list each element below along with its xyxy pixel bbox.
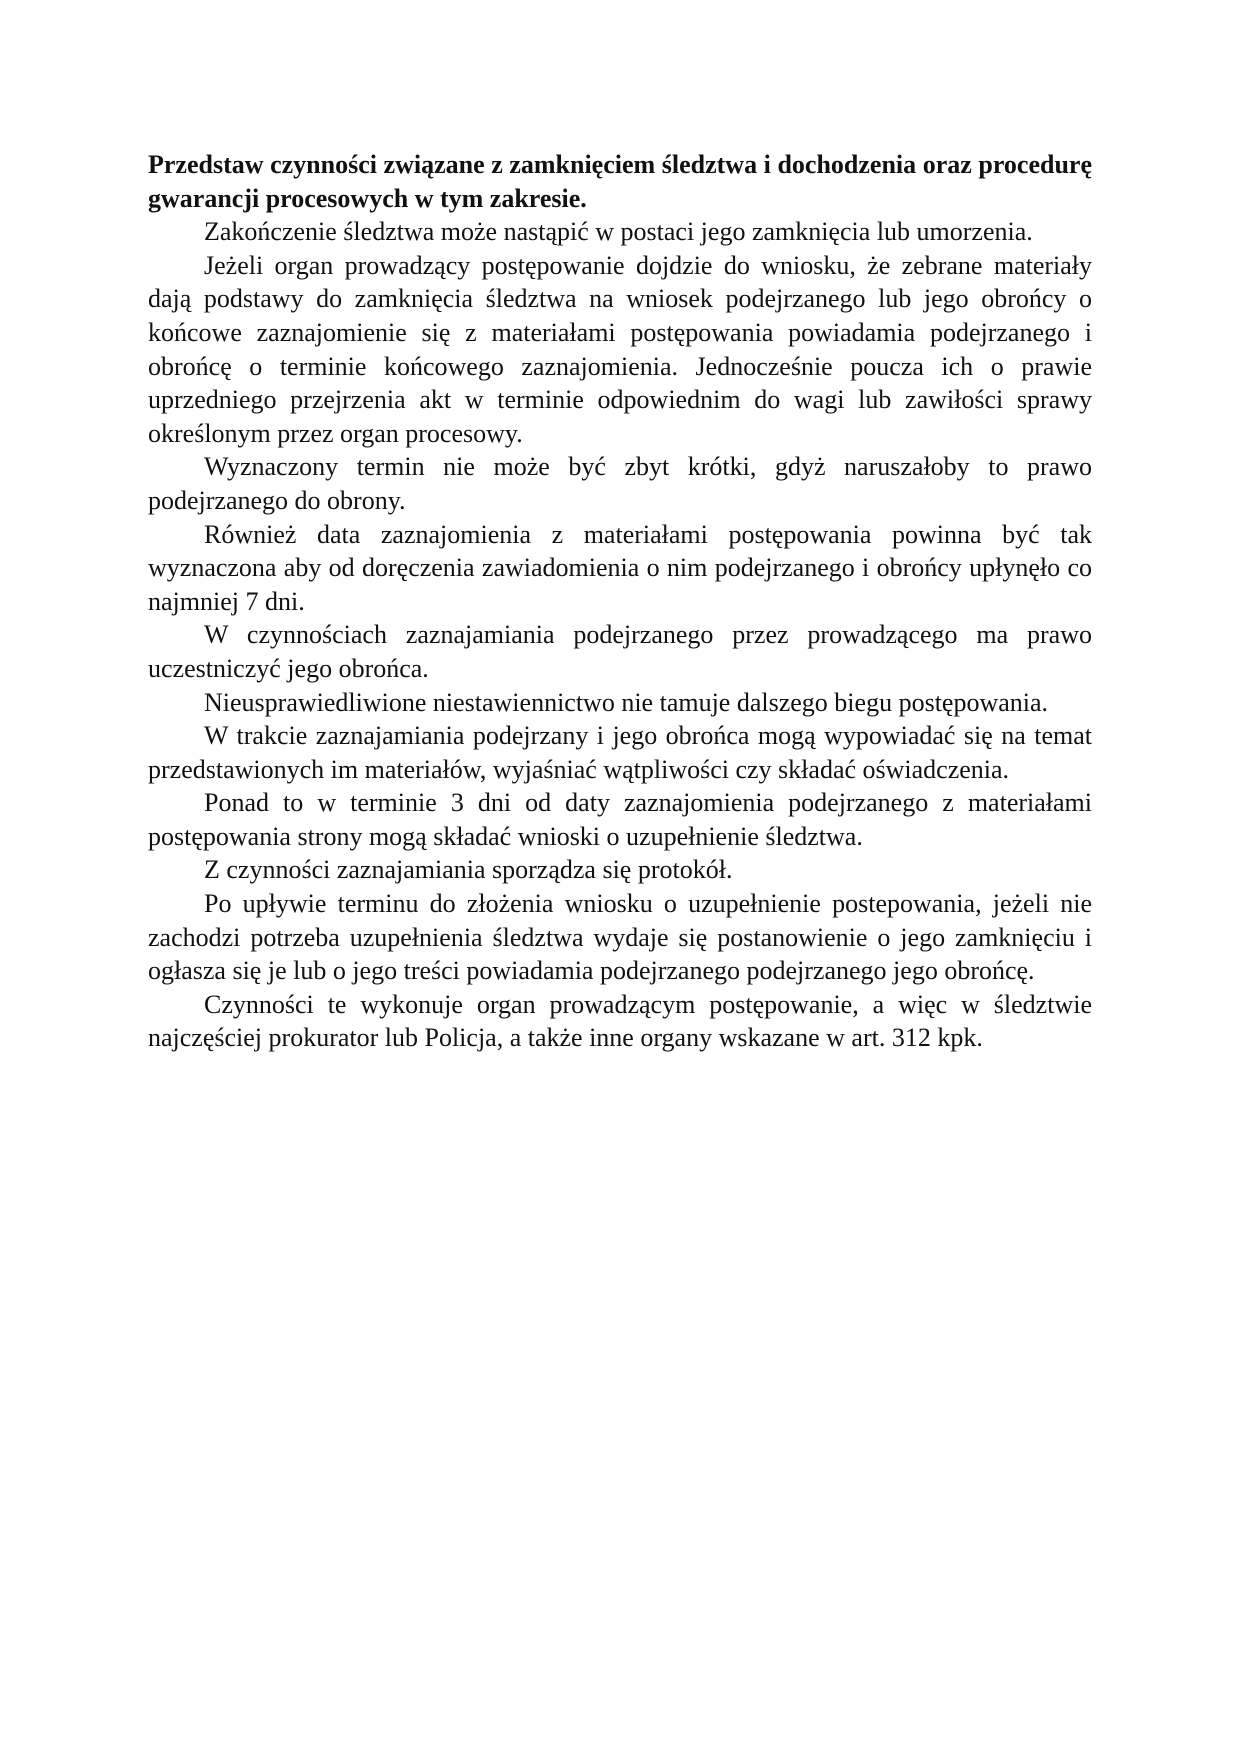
paragraph-8: Ponad to w terminie 3 dni od daty zaznajomienia podejrzanego z materiałami postępowania strony mogą składać wnioski o uzupełnienie śledztwa.	[148, 788, 1092, 851]
paragraph-6: Nieusprawiedliwione niestawiennictwo nie tamuje dalszego biegu postępowania.	[204, 687, 1049, 717]
paragraph-11: Czynności te wykonuje organ prowadzącym postępowanie, a więc w śledztwie najczęściej prokurator lub Policja, a także inne organy wskazane w art. 312 kpk.	[148, 989, 1092, 1053]
paragraph-2: Jeżeli organ prowadzący postępowanie dojdzie do wniosku, że zebrane materiały dają podstawy do zamknięcia śledztwa na wniosek podejrzanego lub jego obrońcy o końcowe zaznajomienie się z materiałami postępowania powiadamia podejrzanego i obrońcę o terminie końcowego zaznajomienia. Jednocześnie poucza ich o prawie uprzedniego przejrzenia akt w terminie odpowiednim do wagi lub zawiłości sprawy określonym przez organ procesowy.	[148, 250, 1092, 448]
paragraph-4: Również data zaznajomienia z materiałami postępowania powinna być tak wyznaczona aby od doręczenia zawiadomienia o nim podejrzanego i obrońcy upłynęło co najmniej 7 dni.	[148, 519, 1092, 616]
document-title: Przedstaw czynności związane z zamknięciem śledztwa i dochodzenia oraz procedurę gwarancji procesowych w tym zakresie.	[148, 150, 1092, 213]
paragraph-3: Wyznaczony termin nie może być zbyt krótki, gdyż naruszałoby to prawo podejrzanego do obrony.	[148, 452, 1092, 515]
paragraph-9: Z czynności zaznajamiania sporządza się protokół.	[204, 855, 733, 885]
paragraph-5: W czynnościach zaznajamiania podejrzanego przez prowadzącego ma prawo uczestniczyć jego obrońca.	[148, 620, 1092, 683]
paragraph-7: W trakcie zaznajamiania podejrzany i jego obrońca mogą wypowiadać się na temat przedstawionych im materiałów, wyjaśniać wątpliwości czy składać oświadczenia.	[148, 721, 1092, 784]
document-page	[148, 148, 1092, 1055]
paragraph-1: Zakończenie śledztwa może nastąpić w postaci jego zamknięcia lub umorzenia.	[204, 217, 1033, 247]
paragraph-10: Po upływie terminu do złożenia wniosku o uzupełnienie postepowania, jeżeli nie zachodzi potrzeba uzupełnienia śledztwa wydaje się postanowienie o jego zamknięciu i ogłasza się je lub o jego treści powiadamia podejrzanego podejrzanego jego obrońcę.	[148, 889, 1092, 986]
